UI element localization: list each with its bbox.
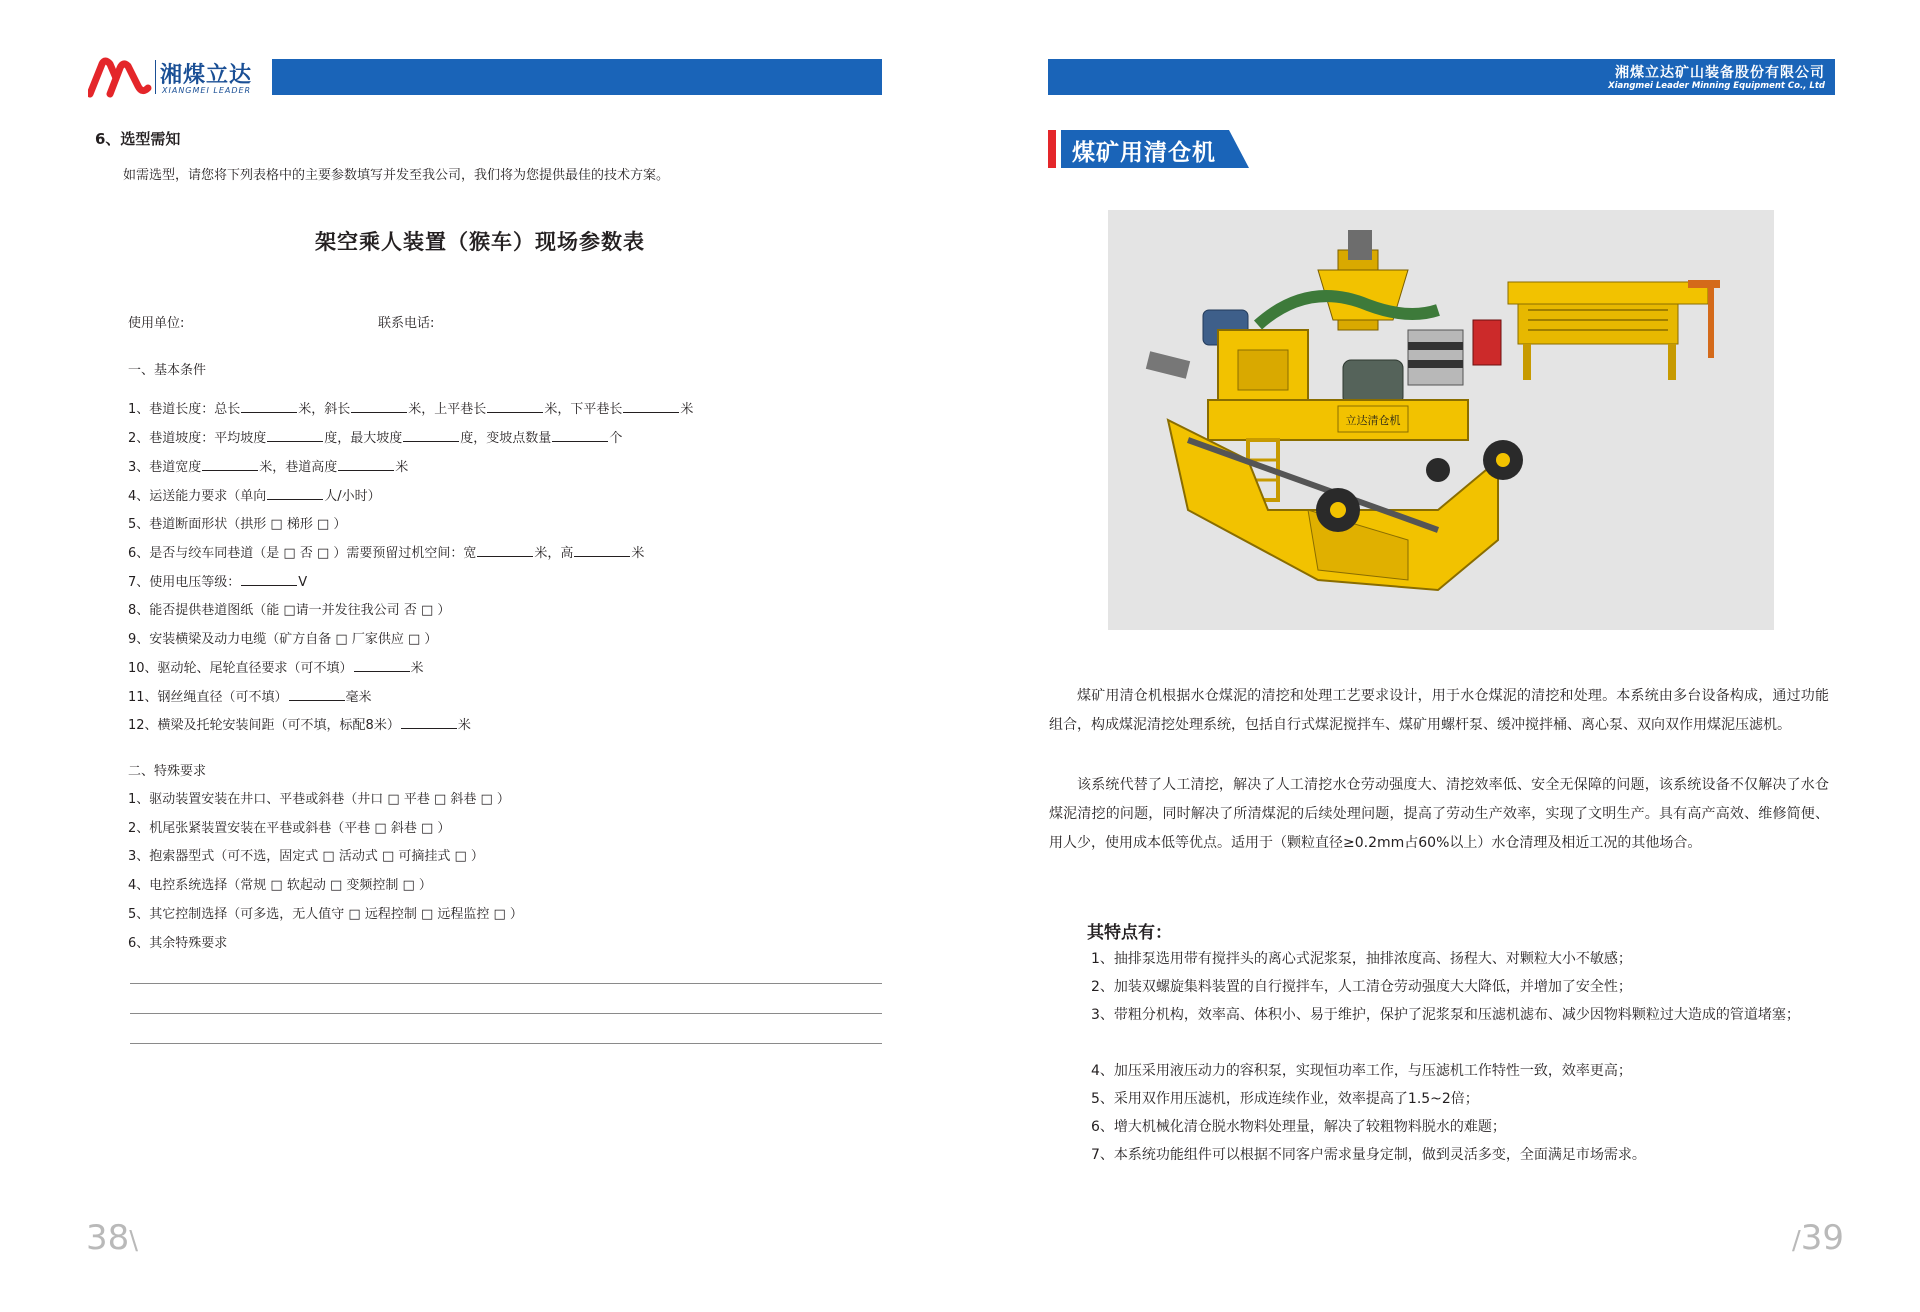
fill-in-blank[interactable] [241, 574, 297, 586]
fill-line [130, 983, 882, 984]
right-page [960, 0, 1920, 1312]
fill-in-blank[interactable] [623, 401, 679, 413]
feature-item: 7、本系统功能组件可以根据不同客户需求量身定制，做到灵活多变，全面满足市场需求。 [1091, 1147, 1646, 1163]
machine-illustration [1108, 210, 1774, 630]
feature-item: 5、采用双作用压滤机，形成连续作业，效率提高了1.5~2倍； [1091, 1091, 1479, 1107]
special-requirement-item: 5、其它控制选择（可多选，无人值守 □ 远程控制 □ 远程监控 □ ） [128, 907, 523, 922]
special-requirement-item: 1、驱动装置安装在井口、平巷或斜巷（井口 □ 平巷 □ 斜巷 □ ） [128, 792, 510, 807]
logo-text-en: XIANGMEI LEADER [162, 86, 252, 95]
special-requirement-item: 6、其余特殊要求 [128, 936, 228, 951]
section-ribbon [1048, 130, 1248, 168]
fill-in-blank[interactable] [202, 459, 258, 471]
fill-in-blank[interactable] [338, 459, 394, 471]
product-photo [1108, 210, 1774, 630]
features-title: 其特点有： [1087, 923, 1172, 943]
feature-item: 3、带粗分机构，效率高、体积小、易于维护，保护了泥浆泵和压滤机滤布、减少因物料颗粒过大造成的管道堵塞； [1091, 1007, 1800, 1023]
fill-in-blank[interactable] [401, 717, 457, 729]
company-name-cn: 湘煤立达矿山装备股份有限公司 [1615, 65, 1825, 81]
fill-in-blank[interactable] [574, 545, 630, 557]
machine-brand-label: 立达清仓机 [1345, 414, 1401, 427]
basic-condition-item: 4、运送能力要求（单向 人/小时） [128, 489, 381, 504]
special-heading: 二、特殊要求 [128, 764, 207, 779]
basic-condition-item: 11、钢丝绳直径（可不填） 毫米 [128, 690, 372, 705]
field-unit-label: 使用单位: [128, 316, 185, 331]
basic-condition-item: 5、巷道断面形状（拱形 □ 梯形 □ ） [128, 517, 347, 532]
description-paragraph-1: 煤矿用清仓机根据水仓煤泥的清挖和处理工艺要求设计，用于水仓煤泥的清挖和处理。本系统由多台设备构成，通过功能组合，构成煤泥清挖处理系统，包括自行式煤泥搅拌车、煤矿用螺杆泵、缓冲搅拌桶、离心泵、双向双作用煤泥压滤机。 [1049, 688, 1829, 733]
special-requirement-item: 2、机尾张紧装置安装在平巷或斜巷（平巷 □ 斜巷 □ ） [128, 821, 451, 836]
fill-in-blank[interactable] [267, 488, 323, 500]
field-phone-label: 联系电话: [378, 316, 435, 331]
ribbon-accent [1048, 130, 1056, 168]
basic-condition-item: 6、是否与绞车同巷道（是 □ 否 □ ）需要预留过机空间：宽 米，高 米 [128, 546, 645, 561]
page-number-left: 38\ [86, 1218, 139, 1258]
fill-in-blank[interactable] [351, 401, 407, 413]
form-title: 架空乘人装置（猴车）现场参数表 [315, 230, 645, 254]
logo-mark-icon [88, 56, 152, 98]
basic-heading: 一、基本条件 [128, 363, 207, 378]
fill-in-blank[interactable] [267, 430, 323, 442]
special-requirement-item: 4、电控系统选择（常规 □ 软起动 □ 变频控制 □ ） [128, 878, 432, 893]
feature-item: 6、增大机械化清仓脱水物料处理量，解决了较粗物料脱水的难题； [1091, 1119, 1506, 1135]
header-bar [272, 59, 882, 95]
basic-condition-item: 8、能否提供巷道图纸（能 □请一并发往我公司 否 □ ） [128, 603, 451, 618]
header-bar-company [1048, 59, 1835, 95]
special-requirement-item: 3、抱索器型式（可不选，固定式 □ 活动式 □ 可摘挂式 □ ） [128, 849, 484, 864]
basic-condition-item: 1、巷道长度：总长 米，斜长 米，上平巷长 米，下平巷长 米 [128, 402, 694, 417]
section-title: 煤矿用清仓机 [1072, 140, 1216, 166]
basic-condition-item: 10、驱动轮、尾轮直径要求（可不填） 米 [128, 661, 424, 676]
basic-condition-item: 12、横梁及托轮安装间距（可不填，标配8米） 米 [128, 718, 471, 733]
feature-item: 4、加压采用液压动力的容积泵，实现恒功率工作，与压滤机工作特性一致，效率更高； [1091, 1063, 1632, 1079]
fill-in-blank[interactable] [354, 660, 410, 672]
section-title: 6、选型需知 [95, 130, 181, 148]
logo-text-cn: 湘煤立达 [160, 63, 253, 88]
basic-condition-item: 9、安装横梁及动力电缆（矿方自备 □ 厂家供应 □ ） [128, 632, 438, 647]
fill-in-blank[interactable] [403, 430, 459, 442]
description-paragraph-2: 该系统代替了人工清挖，解决了人工清挖水仓劳动强度大、清挖效率低、安全无保障的问题，该系统设备不仅解决了水仓煤泥清挖的问题，同时解决了所清煤泥的后续处理问题，提高了劳动生产效率，实现了文明生产。具有高产高效、维修简便、用人少，使用成本低等优点。适用于（颗粒直径≥0.2mm占60%以上）水仓清理及相近工况的其他场合。 [1049, 777, 1829, 851]
fill-in-blank[interactable] [241, 401, 297, 413]
feature-item: 1、抽排泵选用带有搅拌头的离心式泥浆泵，抽排浓度高、扬程大、对颗粒大小不敏感； [1091, 951, 1632, 967]
fill-in-blank[interactable] [289, 689, 345, 701]
intro-text: 如需选型，请您将下列表格中的主要参数填写并发至我公司，我们将为您提供最佳的技术方案。 [123, 168, 670, 183]
fill-in-blank[interactable] [552, 430, 608, 442]
fill-in-blank[interactable] [487, 401, 543, 413]
fill-line [130, 1043, 882, 1044]
page-number-right: /39 [1791, 1218, 1844, 1258]
fill-line [130, 1013, 882, 1014]
feature-item: 2、加装双螺旋集料装置的自行搅拌车，人工清仓劳动强度大大降低，并增加了安全性； [1091, 979, 1632, 995]
company-logo [88, 56, 268, 98]
fill-in-blank[interactable] [477, 545, 533, 557]
basic-condition-item: 7、使用电压等级： V [128, 575, 308, 590]
basic-condition-item: 2、巷道坡度：平均坡度 度，最大坡度 度，变坡点数量 个 [128, 431, 623, 446]
company-name-en: Xiangmei Leader Minning Equipment Co., Ltd [1608, 81, 1825, 91]
basic-condition-item: 3、巷道宽度 米，巷道高度 米 [128, 460, 409, 475]
